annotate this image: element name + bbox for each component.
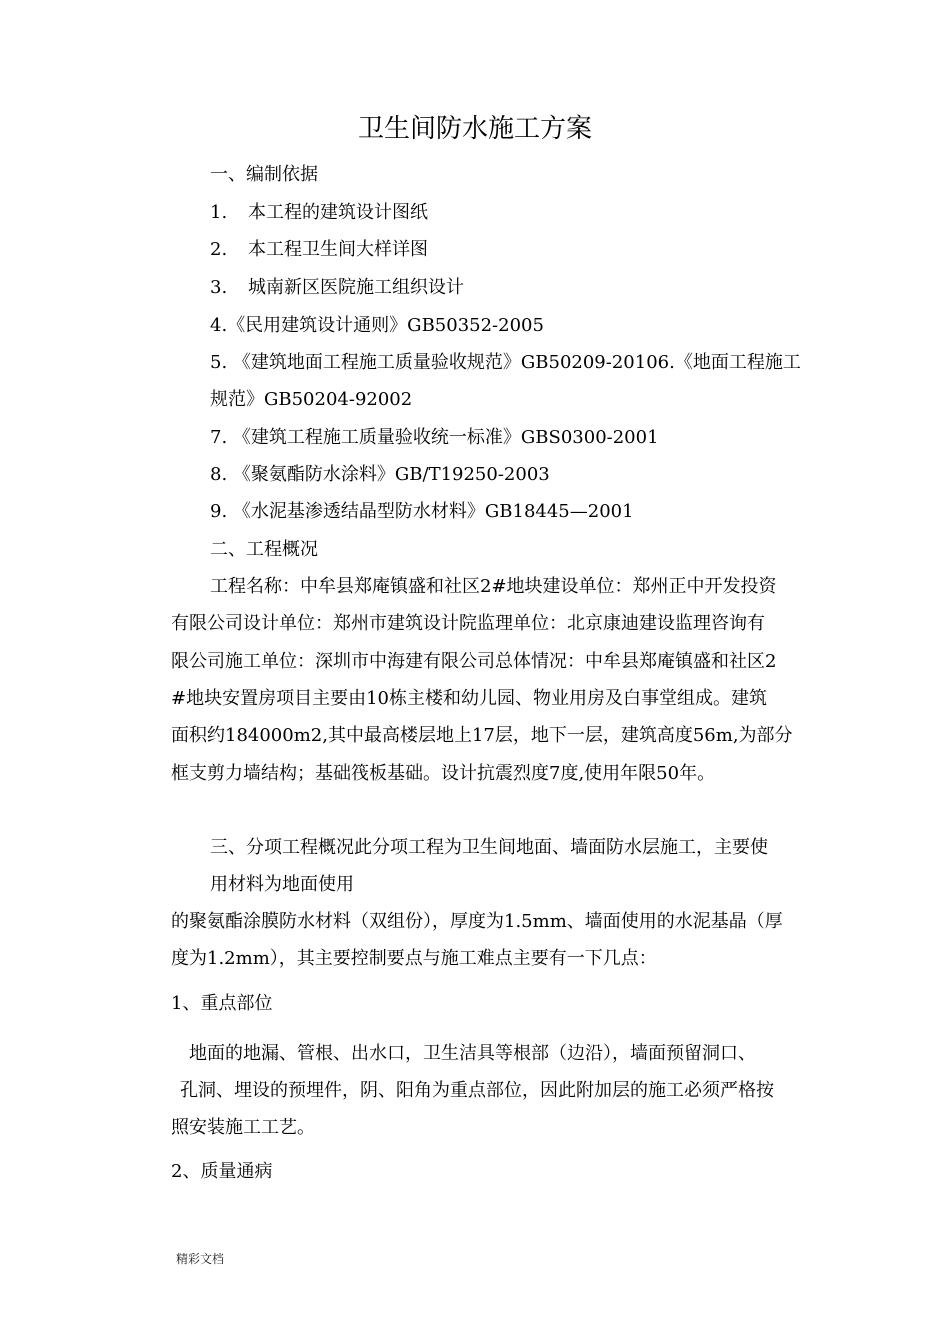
list-item [210,201,428,225]
list-item-5-line-2: 规范》GB50204-92002 [210,389,413,410]
overview-line: 面积约184000m2,其中最高楼层地上17层，地下一层，建筑高度56m,为部分 [171,725,793,746]
overview-line: 工程名称：中牟县郑庵镇盛和社区2#地块建设单位：郑州正中开发投资 [210,576,777,597]
key-parts-line: 孔洞、埋设的预埋件，阴、阳角为重点部位，因此附加层的施工必须严格按 [180,1080,774,1101]
section-3-line-2: 用材料为地面使用 [210,874,354,895]
list-item-number: 1. [210,202,228,223]
list-item-number: 3. [210,277,228,298]
subheading-key-parts: 1、重点部位 [171,993,273,1014]
section-1-heading: 一、编制依据 [210,164,318,185]
list-item-number: 4. [210,315,228,336]
overview-line: 框支剪力墙结构；基础筏板基础。设计抗震烈度7度,使用年限50年。 [171,763,716,784]
overview-line: 有限公司设计单位：郑州市建筑设计院监理单位：北京康迪建设监理咨询有 [171,613,765,634]
list-item-text: 本工程卫生间大样详图 [248,239,428,260]
page-footer: 精彩文档 [176,1252,225,1266]
section-2-heading: 二、工程概况 [210,539,318,560]
list-item [210,276,464,300]
list-item-5-line-1: 5. 《建筑地面工程施工质量验收规范》GB50209-20106.《地面工程施工 [210,352,801,373]
list-item-number: 2. [210,239,228,260]
key-parts-line: 地面的地漏、管根、出水口，卫生洁具等根部（边沿），墙面预留洞口、 [189,1043,756,1064]
list-item-text: 本工程的建筑设计图纸 [248,202,428,223]
subheading-quality-issues: 2、质量通病 [171,1161,273,1182]
section-3-line-4: 度为1.2mm），其主要控制要点与施工难点主要有一下几点： [171,948,657,969]
page-title: 卫生间防水施工方案 [357,114,592,144]
list-item [210,238,428,262]
list-item-8: 8. 《聚氨酯防水涂料》GB/T19250-2003 [210,464,550,485]
section-3-line-3: 的聚氨酯涂膜防水材料（双组份），厚度为1.5mm、墙面使用的水泥基晶（厚 [171,911,783,932]
section-3-line-1: 三、分项工程概况此分项工程为卫生间地面、墙面防水层施工，主要使 [210,837,768,858]
list-item-text: 城南新区医院施工组织设计 [248,277,464,298]
list-item-7: 7. 《建筑工程施工质量验收统一标准》GBS0300-2001 [210,427,659,448]
overview-line: #地块安置房项目主要由10栋主楼和幼儿园、物业用房及白事堂组成。建筑 [171,688,767,709]
key-parts-line: 照安装施工工艺。 [171,1117,315,1138]
overview-line: 限公司施工单位：深圳市中海建有限公司总体情况：中牟县郑庵镇盛和社区2 [171,651,777,672]
list-item [210,314,544,338]
list-item-text: 《民用建筑设计通则》GB50352-2005 [227,315,544,336]
list-item-9: 9. 《水泥基渗透结晶型防水材料》GB18445—2001 [210,501,634,522]
